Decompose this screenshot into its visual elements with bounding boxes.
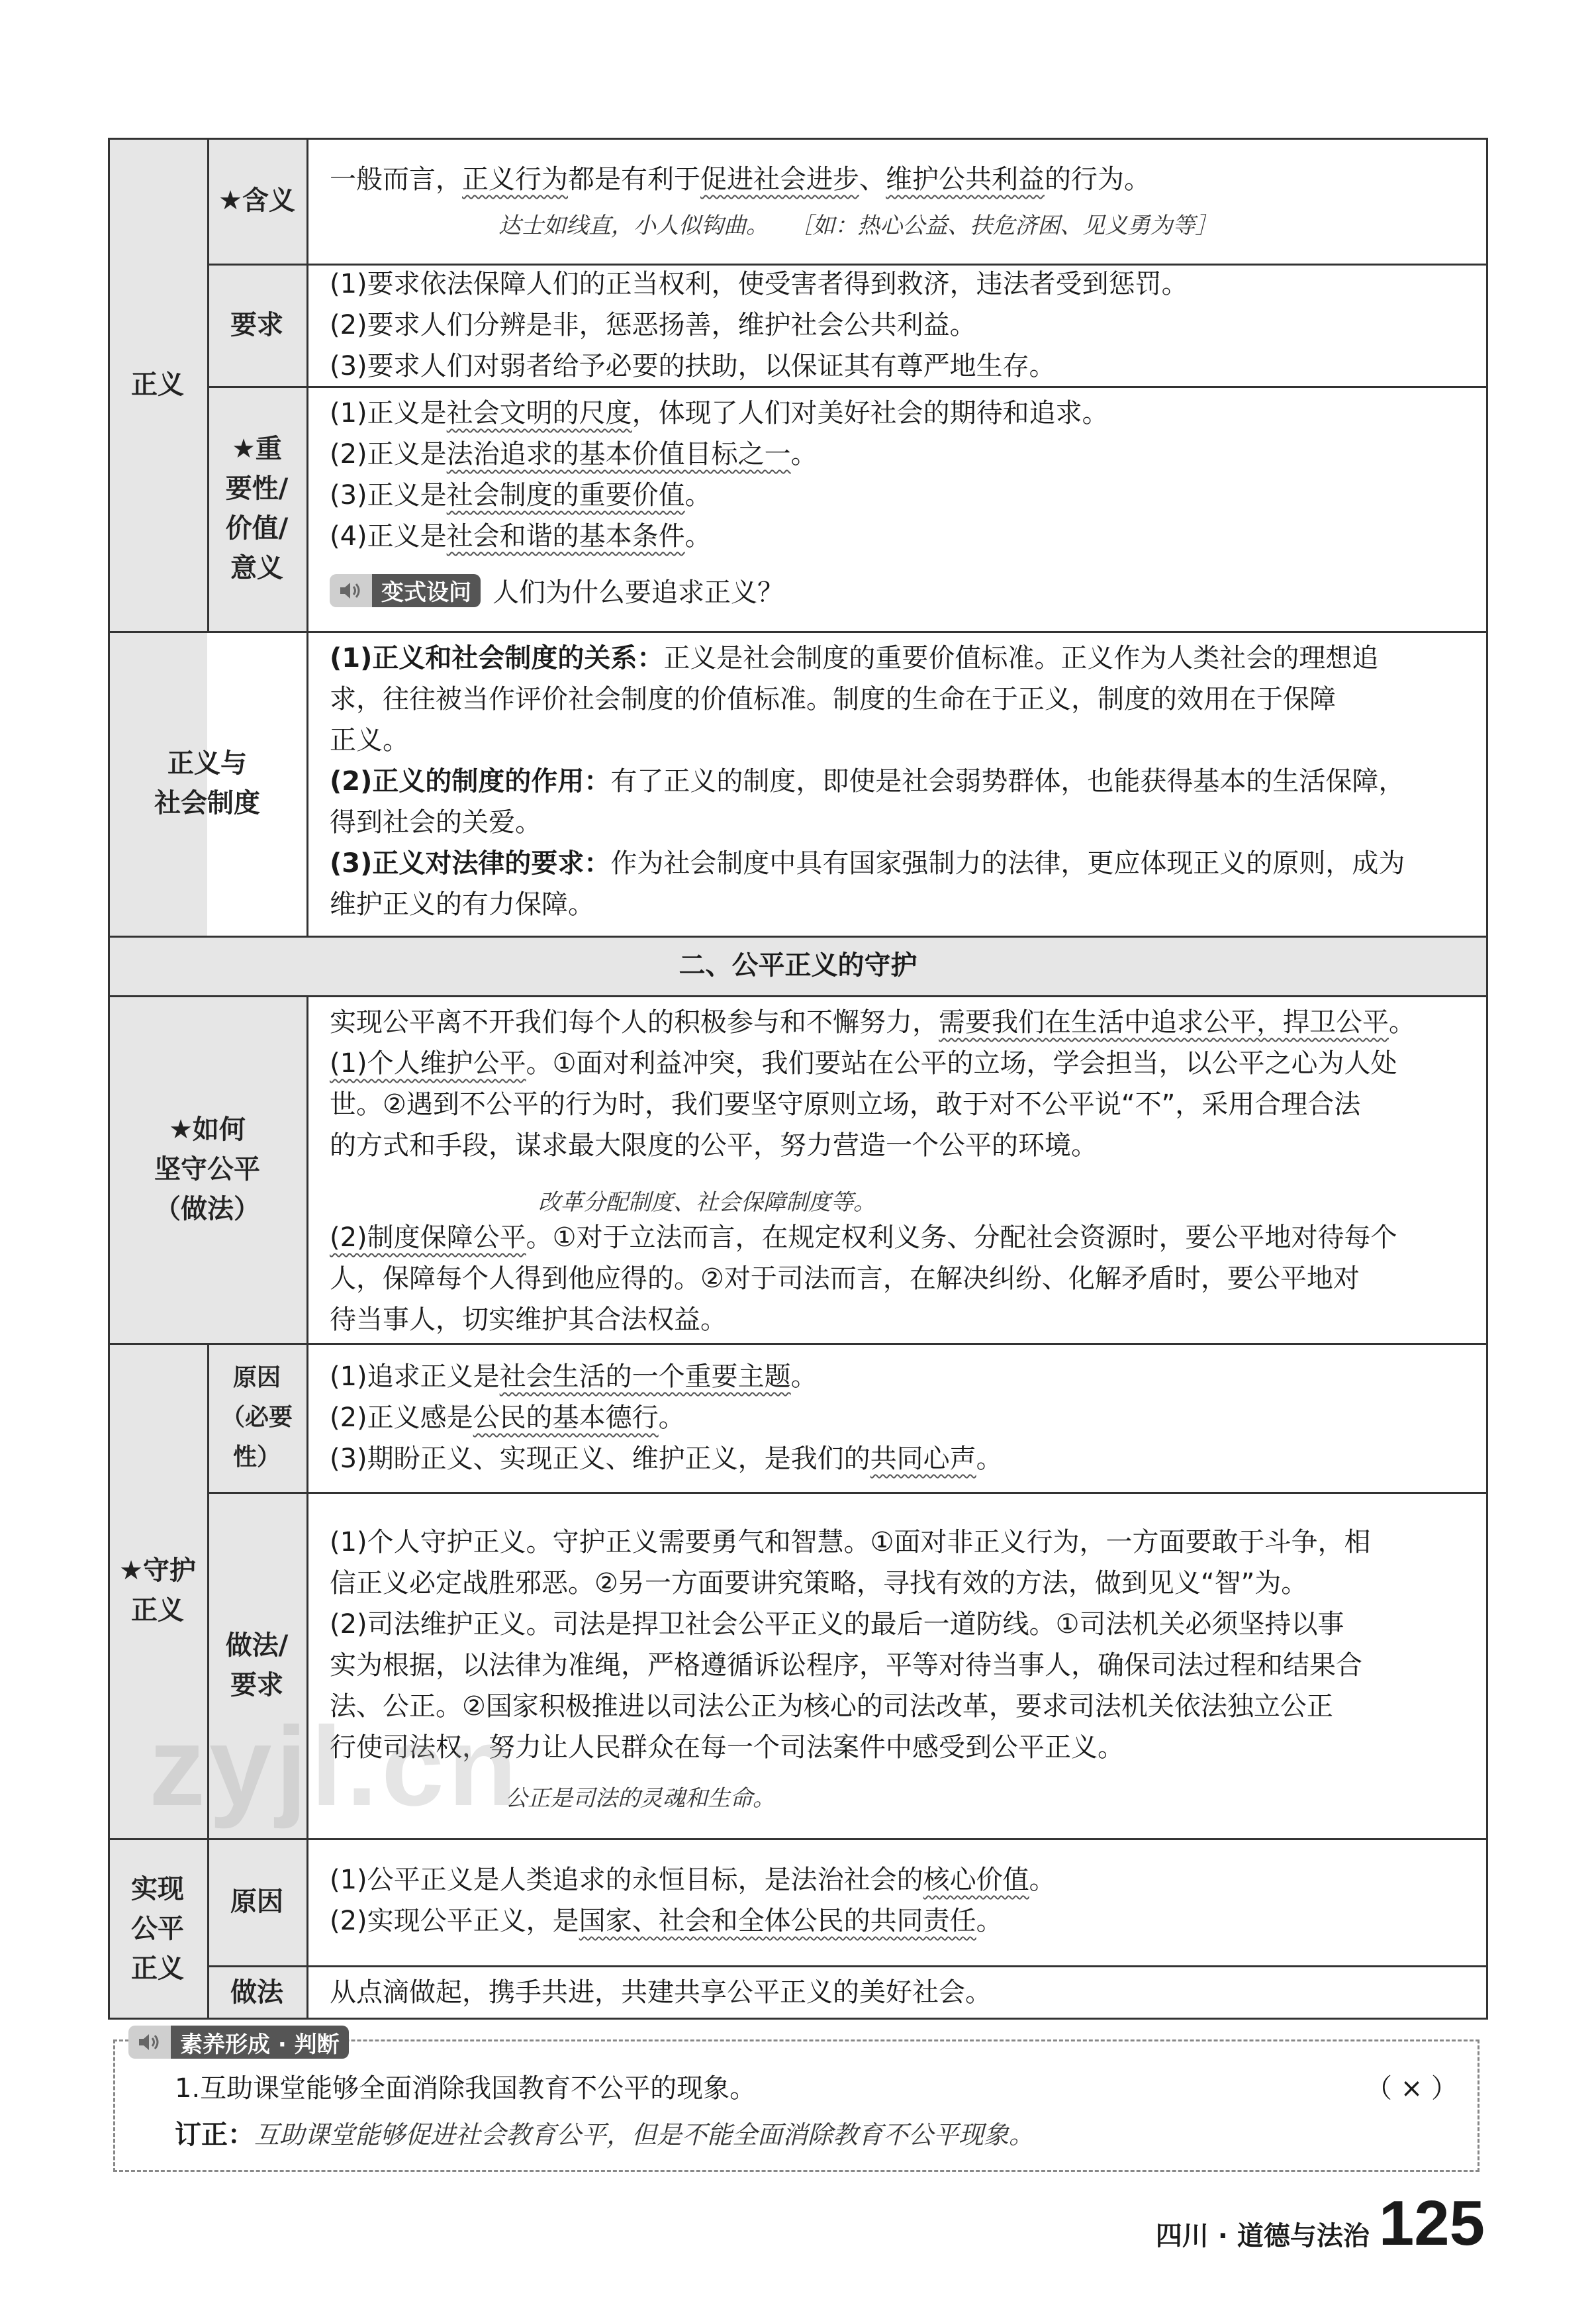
footer-region: 四川 · 道德与法治 <box>1155 2221 1370 2251</box>
section-title: 二、公平正义的守护 <box>679 950 917 981</box>
judgment-answer: （ × ） <box>1366 2073 1458 2104</box>
justice-system-label: 正义与 社会制度 <box>154 748 260 818</box>
guard-justice-handwritten-note: 公正是司法的灵魂和生命。 <box>505 1785 775 1812</box>
judgment-badge: 素养形成 · 判断 <box>128 2026 349 2059</box>
realize-label: 实现 公平 正义 <box>131 1874 184 1984</box>
requirements-text: (1)要求依法保障人们的正当权利，使受害者得到救济，违法者受到惩罚。 (2)要求人们分辨是非，惩恶扬善，维护社会公共利益。 (3)要求人们对弱者给予必要的扶助，以保证其有尊严地生存。 <box>330 269 1188 381</box>
realize-reason-text: (1)公平正义是人类追求的永恒目标，是法治社会的核心价值。 (2)实现公平正义，是国家、社会和全体公民的共同责任。 <box>330 1865 1056 1936</box>
watermark: zyjl.cn <box>149 1704 521 1830</box>
guard-fairness-text-2: (2)制度保障公平。①对于立法而言，在规定权利义务、分配社会资源时，要公平地对待每个 人，保障每个人得到他应得的。②对于司法而言，在解决纠纷、化解矛盾时，要公平地对 待当事人，切实维护其合法权益。 <box>330 1222 1397 1335</box>
meaning-text: 一般而言，正义行为都是有利于促进社会进步、维护公共利益的行为。 <box>330 164 1150 195</box>
guard-justice-reason-text: (1)追求正义是社会生活的一个重要主题。 (2)正义感是公民的基本德行。 (3)期盼正义、实现正义、维护正义，是我们的共同心声。 <box>330 1361 1003 1474</box>
requirements-label: 要求 <box>230 309 283 340</box>
importance-label: ★重 要性/ 价值/ 意义 <box>225 434 289 583</box>
realize-method-text: 从点滴做起，携手共进，共建共享公平正义的美好社会。 <box>330 1977 992 2008</box>
meaning-handwritten-note: 达士如线直，小人似钩曲。 ［如：热心公益、扶危济困、见义勇为等］ <box>498 213 1218 239</box>
guard-fairness-label: ★如何 坚守公平 （做法） <box>154 1114 260 1224</box>
guard-justice-reason-label: 原因 （必要性） <box>220 1363 293 1471</box>
speaker-icon <box>330 574 372 607</box>
justice-label: 正义 <box>131 369 184 400</box>
variant-badge: 变式设问 <box>330 574 481 607</box>
guard-fairness-text-1: 实现公平离不开我们每个人的积极参与和不懈努力，需要我们在生活中追求公平，捍卫公平。 (1)个人维护公平。①面对利益冲突，我们要站在公平的立场，学会担当，以公平之心为人处 世。②遇到不公平的行为时，我们要坚守原则立场，敢于对不公平说“不”，采用合理合法 的方式和手段，谋求最大限度的公平，努力营造一个公平的环境。 <box>330 1007 1415 1161</box>
guard-justice-method-label: 做法/ 要求 <box>225 1630 289 1700</box>
importance-text: (1)正义是社会文明的尺度，体现了人们对美好社会的期待和追求。 (2)正义是法治追求的基本价值目标之一。 (3)正义是社会制度的重要价值。 (4)正义是社会和谐的基本条件。 <box>330 398 1109 552</box>
justice-system-text: (1)正义和社会制度的关系：正义是社会制度的重要价值标准。正义作为人类社会的理想追 求，往往被当作评价社会制度的价值标准。制度的生命在于正义，制度的效用在于保障 正义。 (2)正义的制度的作用：有了正义的制度，即使是社会弱势群体，也能获得基本的生活保障， 得到社会的关爱。 (3)正义对法律的要求：作为社会制度中具有国家强制力的法律，更应体现正义的原则，成为 维护正义的有力保障。 <box>330 643 1405 920</box>
judgment-question: 1.互助课堂能够全面消除我国教育不公平的现象。 <box>175 2073 757 2104</box>
page-footer <box>1155 2188 1485 2259</box>
speaker-icon <box>128 2026 171 2059</box>
judgment-correction: 订正：互助课堂能够促进社会教育公平，但是不能全面消除教育不公平现象。 <box>175 2120 1035 2150</box>
variant-question: 变式设问 人们为什么要追求正义？ <box>330 571 784 609</box>
meaning-label: ★含义 <box>218 185 295 216</box>
guard-justice-method-text: (1)个人守护正义。守护正义需要勇气和智慧。①面对非正义行为，一方面要敢于斗争，相 信正义必定战胜邪恶。②另一方面要讲究策略，寻找有效的方法，做到见义“智”为。 (2)司法维护正义。司法是捍卫社会公平正义的最后一道防线。①司法机关必须坚持以事 实为根据，以法律为准绳，严格遵循诉讼程序，平等对待当事人，确保司法过程和结果合 法、公正。②国家积极推进以司法公正为核心的司法改革，要求司法机关依法独立公正 行使司法权，努力让人民群众在每一个司法案件中感受到公平正义。 <box>330 1527 1371 1763</box>
realize-reason-label: 原因 <box>230 1887 283 1917</box>
realize-method-label: 做法 <box>230 1977 283 2008</box>
guard-fairness-handwritten-note: 改革分配制度、社会保障制度等。 <box>538 1189 876 1216</box>
guard-justice-label: ★守护 正义 <box>119 1555 196 1626</box>
page-number: 125 <box>1378 2188 1485 2259</box>
judgment-exercise <box>113 2031 1479 2172</box>
